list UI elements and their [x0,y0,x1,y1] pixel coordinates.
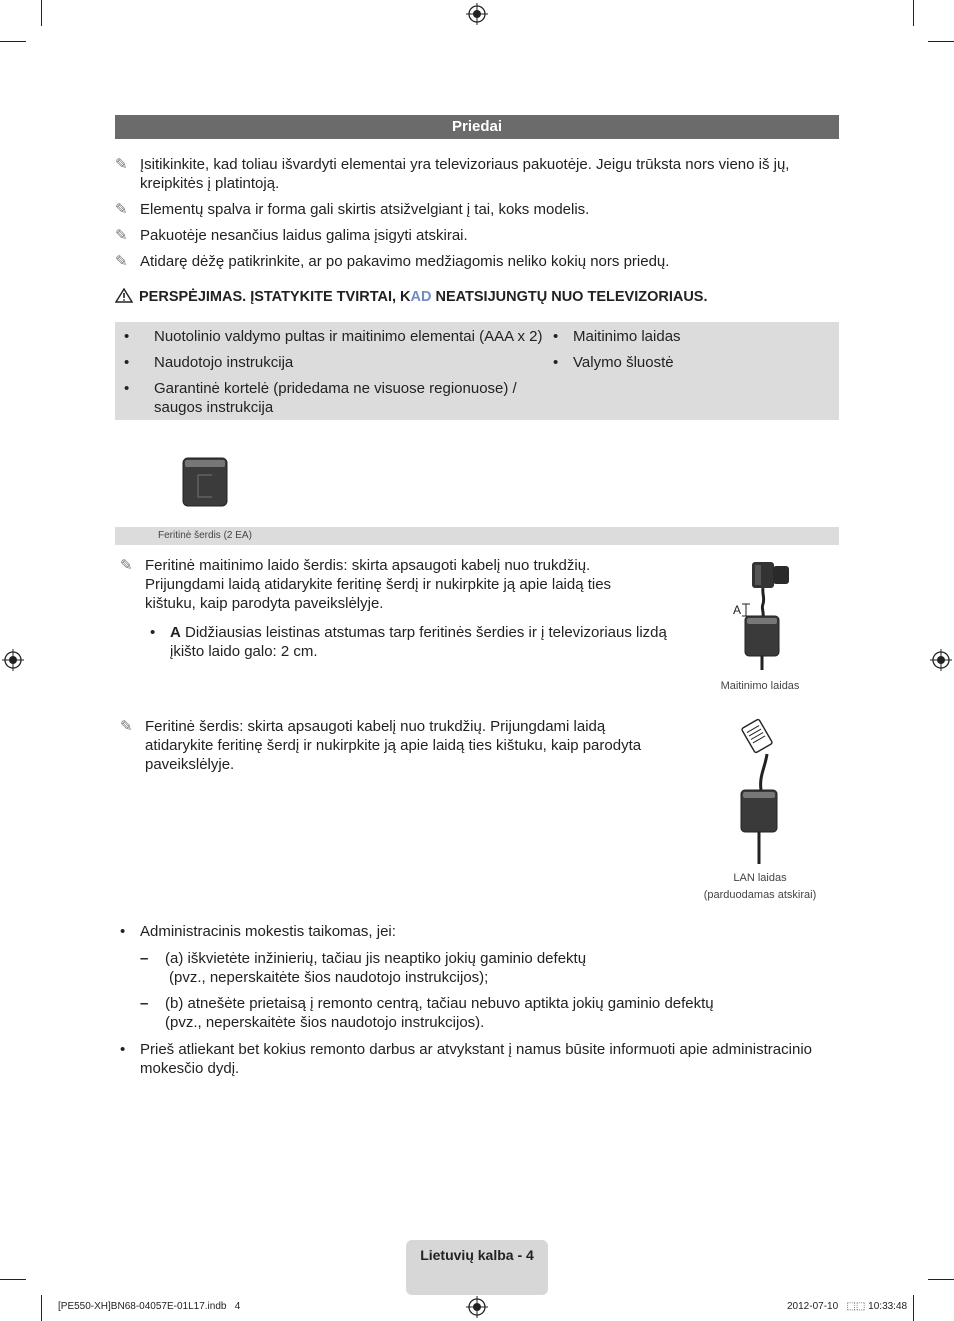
admin-final: • Prieš atliekant bet kokius remonto darbus ar atvykstant į namus būsite informuoti apie administracinio mokesčio dydį. [120,1041,812,1077]
lan-cable-caption: LAN laidas [733,872,787,884]
note-text: Pakuotėje nesančius laidus galima įsigyti atskirai. [140,227,468,244]
print-datetime: 2012-07-10 ⬚⬚ 10:33:48 [787,1301,908,1312]
file-name: [PE550-XH]BN68-04057E-01L17.indb 4 [58,1301,241,1312]
note-item [115,252,815,271]
note-text: Elementų spalva ir forma gali skirtis atsižvelgiant į tai, koks modelis. [140,201,590,218]
registration-mark-icon [930,649,952,671]
note-text: Įsitikinkite, kad toliau išvardyti elementai yra televizoriaus pakuotėje. Jeigu trūksta nors vieno iš jų, kreipkitės į platintoją. [140,156,790,192]
warning-line [115,288,708,305]
registration-mark-icon [466,3,488,25]
power-cord-note: ✎ Feritinė maitinimo laido šerdis: skirta apsaugoti kabelį nuo trukdžių. Prijungdami laidą atidarykite feritinę šerdį ir nukirpkite ją apie laidą ties kištuku, kaip parodyta paveikslėlyje. [120,557,612,612]
accessory-item: • Valymo šluostė [553,354,674,371]
accessory-item: • Naudotojo instrukcija [124,354,294,371]
accessory-item: • Maitinimo laidas [553,328,681,345]
note-item [115,226,815,245]
pencil-note-icon: ✎ [120,557,133,574]
crop-mark [0,1279,26,1280]
accessory-item: • Garantinė kortelė (pridedama ne visuose regionuose) / saugos instrukcija [124,380,517,416]
pencil-note-icon: ✎ [115,227,128,244]
figure-marker-a: A [733,603,742,617]
crop-mark [41,1295,42,1321]
lan-cable-caption-sub: (parduodamas atskirai) [703,889,817,901]
crop-mark [928,1279,954,1280]
admin-item: – (a) iškvietėte inžinierių, tačiau jis neaptiko jokių gaminio defektų (pvz., neperskaitėte šios naudotojo instrukcijos); [140,950,587,986]
lan-cable-image [735,718,795,866]
note-item [115,155,815,193]
ferrite-core-image [182,457,228,507]
ferrite-caption: Feritinė šerdis (2 EA) [158,530,252,541]
admin-item: – (b) atnešėte prietaisą į remonto centrą, tačiau nebuvo aptikta jokių gaminio defektų (pvz., neperskaitėte šios naudotojo instrukcijos). [140,995,714,1031]
warning-triangle-icon [115,288,133,303]
registration-mark-icon [2,649,24,671]
section-title: Priedai [115,115,839,139]
lan-note: ✎ Feritinė šerdis: skirta apsaugoti kabelį nuo trukdžių. Prijungdami laidą atidarykite feritinę šerdį ir nukirpkite ją apie laidą ties kištuku, kaip parodyta paveikslėlyje. [120,718,642,773]
pencil-note-icon: ✎ [120,718,133,735]
power-cord-sub-item: • A Didžiausias leistinas atstumas tarp feritinės šerdies ir į televizoriaus lizdą įkišto laido galo: 2 cm. [150,624,667,660]
pencil-note-icon: ✎ [115,201,128,218]
crop-mark [913,0,914,26]
pencil-note-icon: ✎ [115,156,128,173]
warning-text-end: NEATSIJUNGTŲ NUO TELEVIZORIAUS. [431,289,708,305]
crop-mark [913,1295,914,1321]
crop-mark [41,0,42,26]
note-text: Atidarę dėžę patikrinkite, ar po pakavimo medžiagomis neliko kokių nors priedų. [140,253,670,270]
admin-intro: • Administracinis mokestis taikomas, jei: [120,923,396,940]
registration-mark-icon [466,1296,488,1318]
warning-text: PERSPĖJIMAS. ĮSTATYKITE TVIRTAI, K [139,289,411,305]
crop-mark [0,41,26,42]
warning-highlight: AD [410,289,432,305]
page-label: Lietuvių kalba - 4 [420,1247,534,1263]
power-cord-caption: Maitinimo laidas [720,680,800,692]
note-item [115,200,815,219]
crop-mark [928,41,954,42]
accessory-item: • Nuotolinio valdymo pultas ir maitinimo elementai (AAA x 2) [124,328,543,345]
pencil-note-icon: ✎ [115,253,128,270]
